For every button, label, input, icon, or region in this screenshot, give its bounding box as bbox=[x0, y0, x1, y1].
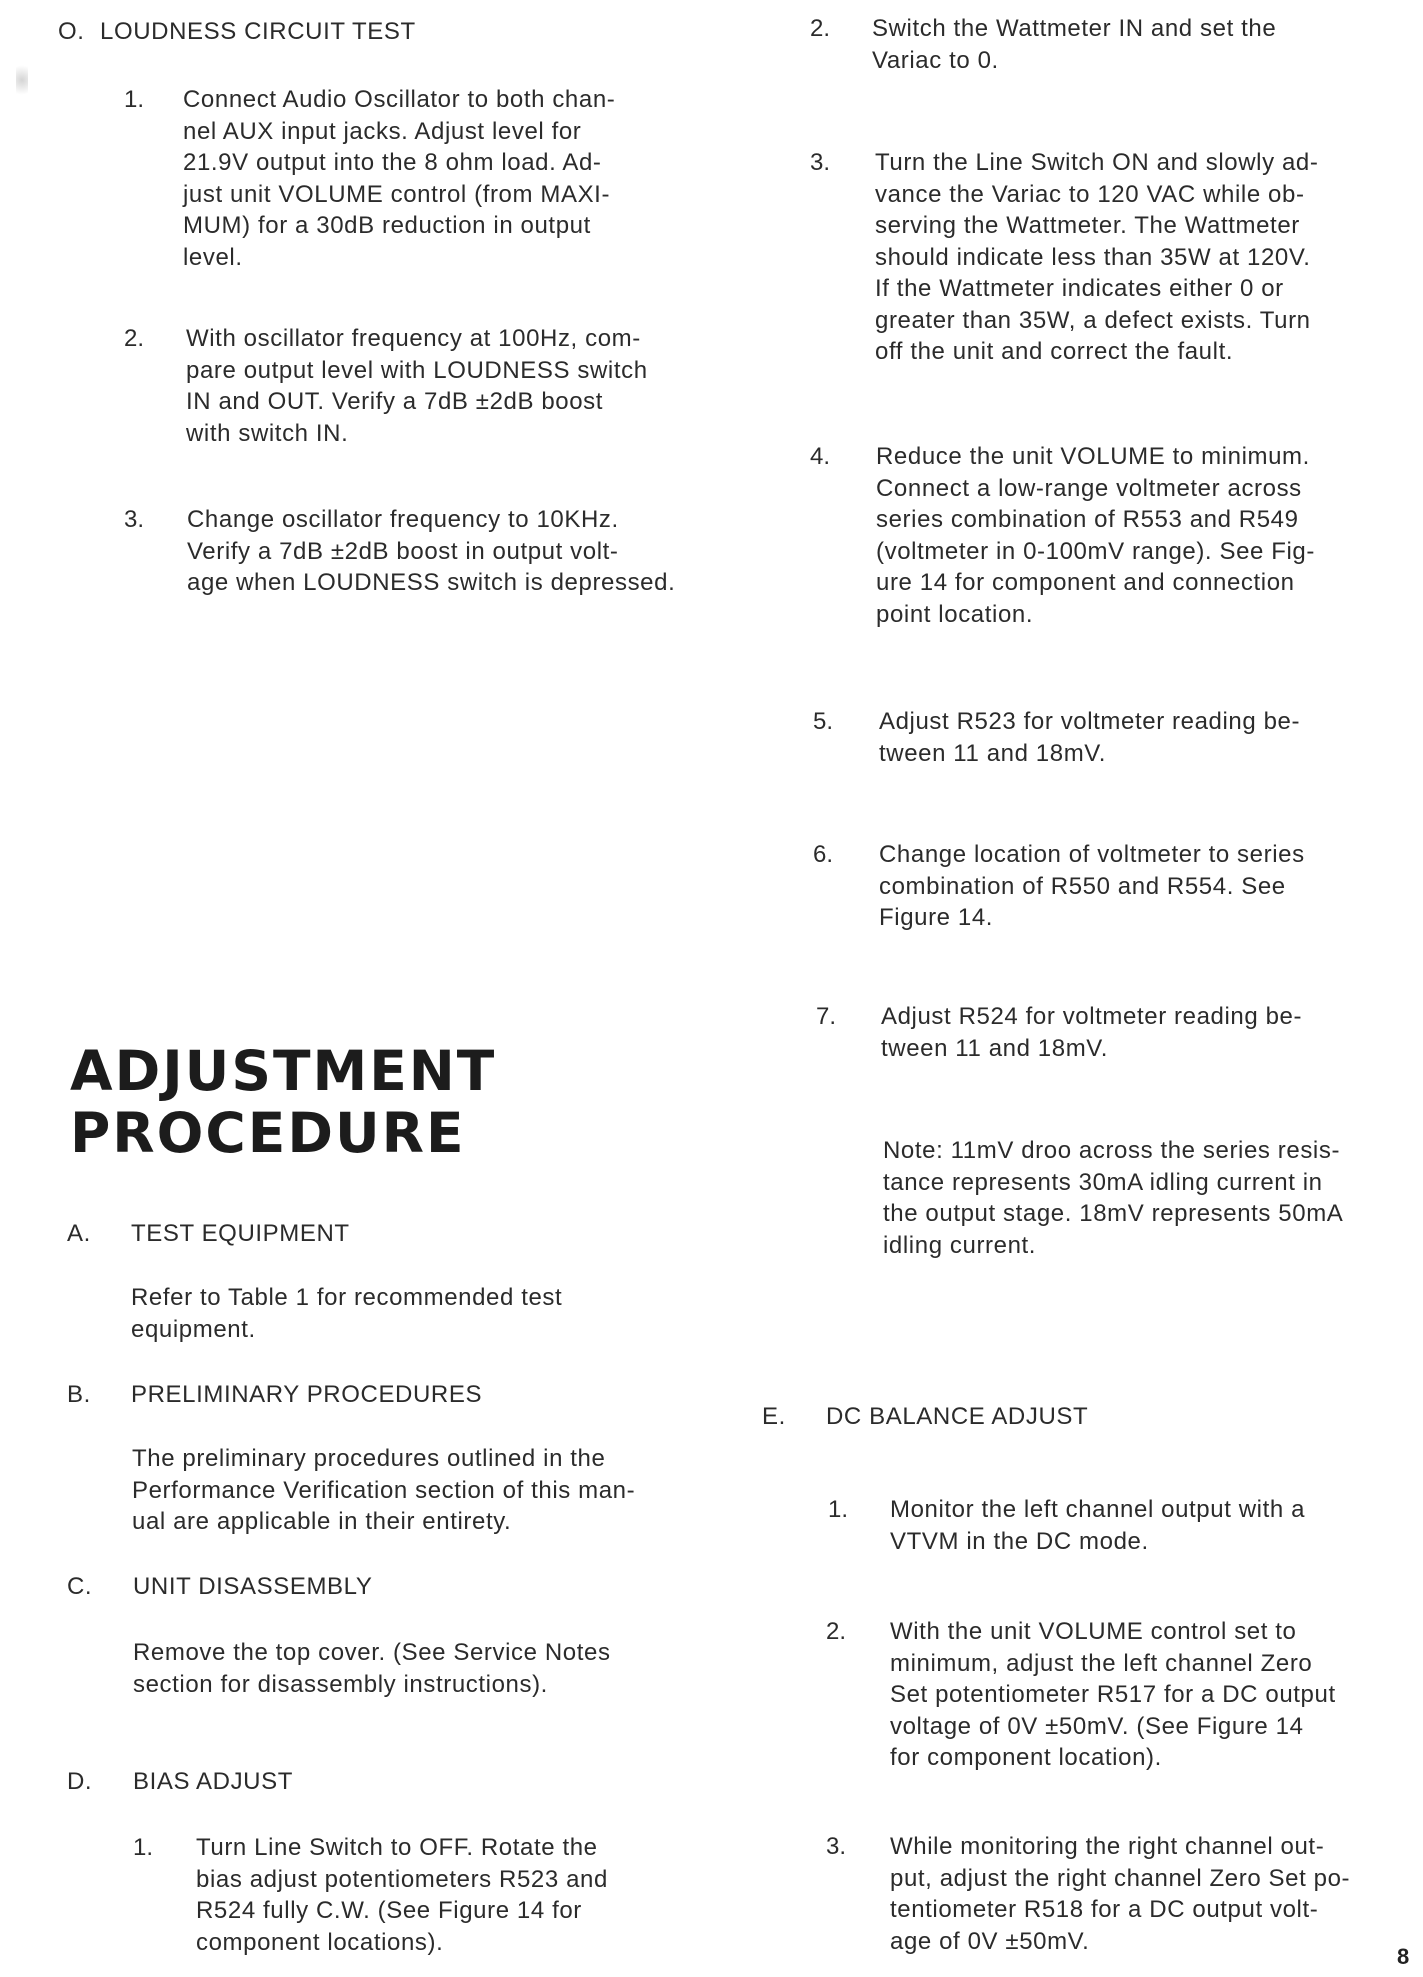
text-line: R524 fully C.W. (See Figure 14 for bbox=[196, 1897, 582, 1924]
text-line: minimum, adjust the left channel Zero bbox=[890, 1649, 1313, 1677]
text-line: tween 11 and 18mV. bbox=[879, 739, 1106, 767]
section-a-letter: A. bbox=[67, 1220, 91, 1247]
section-a-body bbox=[131, 1282, 711, 1345]
section-b-letter: B. bbox=[67, 1381, 91, 1408]
item-number: 7. bbox=[816, 1003, 837, 1030]
text-line: section for disassembly instructions). bbox=[133, 1670, 548, 1698]
section-c-body bbox=[133, 1637, 713, 1700]
text-line: Remove the top cover. (See Service Notes bbox=[133, 1639, 611, 1666]
item-number: 1. bbox=[133, 1834, 154, 1861]
section-e-letter: E. bbox=[762, 1403, 786, 1430]
list-item bbox=[881, 1001, 1391, 1064]
text-line: greater than 35W, a defect exists. Turn bbox=[875, 306, 1311, 334]
list-item bbox=[879, 839, 1389, 934]
text-line: With the unit VOLUME control set to bbox=[890, 1618, 1297, 1645]
text-line: Connect Audio Oscillator to both chan- bbox=[183, 86, 616, 113]
list-item bbox=[890, 1616, 1402, 1774]
section-o-title: LOUDNESS CIRCUIT TEST bbox=[100, 18, 416, 45]
note-paragraph bbox=[883, 1135, 1393, 1261]
text-line: VTVM in the DC mode. bbox=[890, 1527, 1149, 1555]
text-line: The preliminary procedures outlined in the bbox=[132, 1445, 606, 1472]
section-c-letter: C. bbox=[67, 1573, 93, 1600]
text-line: should indicate less than 35W at 120V. bbox=[875, 243, 1311, 271]
text-line: equipment. bbox=[131, 1315, 256, 1343]
text-line: Refer to Table 1 for recommended test bbox=[131, 1284, 563, 1311]
text-line: MUM) for a 30dB reduction in output bbox=[183, 212, 591, 239]
section-b-body bbox=[132, 1443, 712, 1538]
text-line: vance the Variac to 120 VAC while ob- bbox=[875, 180, 1305, 208]
text-line: Connect a low-range voltmeter across bbox=[876, 474, 1302, 502]
text-line: tance represents 30mA idling current in bbox=[883, 1168, 1323, 1196]
text-line: Change oscillator frequency to 10KHz. bbox=[187, 506, 619, 533]
text-line: If the Wattmeter indicates either 0 or bbox=[875, 275, 1284, 302]
text-line: While monitoring the right channel out- bbox=[890, 1833, 1325, 1860]
text-line: for component location). bbox=[890, 1744, 1162, 1771]
text-line: 21.9V output into the 8 ohm load. Ad- bbox=[183, 149, 602, 176]
list-item bbox=[183, 84, 700, 273]
list-item bbox=[186, 323, 703, 449]
item-number: 3. bbox=[826, 1833, 847, 1860]
text-line: component locations). bbox=[196, 1928, 444, 1956]
item-number: 3. bbox=[810, 149, 831, 176]
page-number: 8 bbox=[1397, 1944, 1410, 1969]
section-d-letter: D. bbox=[67, 1768, 93, 1795]
text-line: the output stage. 18mV represents 50mA bbox=[883, 1200, 1344, 1227]
text-line: idling current. bbox=[883, 1231, 1037, 1259]
item-number: 1. bbox=[124, 86, 145, 113]
text-line: nel AUX input jacks. Adjust level for bbox=[183, 117, 582, 145]
section-a-title: TEST EQUIPMENT bbox=[131, 1220, 350, 1247]
text-line: put, adjust the right channel Zero Set po- bbox=[890, 1864, 1351, 1892]
item-number: 2. bbox=[124, 325, 145, 352]
section-e-title: DC BALANCE ADJUST bbox=[826, 1403, 1089, 1430]
list-item bbox=[879, 706, 1389, 769]
text-line: IN and OUT. Verify a 7dB ±2dB boost bbox=[186, 388, 604, 415]
text-line: Turn the Line Switch ON and slowly ad- bbox=[875, 149, 1319, 176]
text-line: pare output level with LOUDNESS switch bbox=[186, 356, 648, 384]
list-item bbox=[187, 504, 704, 599]
text-line: tween 11 and 18mV. bbox=[881, 1034, 1108, 1062]
list-item bbox=[872, 13, 1382, 76]
text-line: combination of R550 and R554. See bbox=[879, 872, 1286, 900]
heading-line: PROCEDURE bbox=[70, 1101, 466, 1165]
text-line: point location. bbox=[876, 600, 1034, 628]
list-item bbox=[890, 1831, 1400, 1957]
list-item bbox=[875, 147, 1385, 368]
text-line: bias adjust potentiometers R523 and bbox=[196, 1865, 608, 1893]
text-line: age when LOUDNESS switch is depressed. bbox=[187, 569, 676, 596]
text-line: Adjust R524 for voltmeter reading be- bbox=[881, 1003, 1303, 1030]
text-line: Figure 14. bbox=[879, 904, 994, 931]
text-line: tentiometer R518 for a DC output volt- bbox=[890, 1896, 1319, 1923]
item-number: 3. bbox=[124, 506, 145, 533]
text-line: Note: 11mV droo across the series resis- bbox=[883, 1137, 1341, 1164]
text-line: Reduce the unit VOLUME to minimum. bbox=[876, 443, 1310, 470]
text-line: Change location of voltmeter to series bbox=[879, 841, 1305, 868]
list-item bbox=[890, 1494, 1400, 1557]
text-line: with switch IN. bbox=[186, 419, 349, 447]
item-number: 2. bbox=[810, 15, 831, 42]
item-number: 1. bbox=[828, 1496, 849, 1523]
text-line: series combination of R553 and R549 bbox=[876, 506, 1299, 533]
text-line: just unit VOLUME control (from MAXI- bbox=[183, 180, 611, 208]
text-line: (voltmeter in 0-100mV range). See Fig- bbox=[876, 537, 1315, 565]
text-line: age of 0V ±50mV. bbox=[890, 1927, 1090, 1955]
text-line: Variac to 0. bbox=[872, 46, 999, 74]
item-number: 2. bbox=[826, 1618, 847, 1645]
section-c-title: UNIT DISASSEMBLY bbox=[133, 1573, 373, 1600]
text-line: Verify a 7dB ±2dB boost in output volt- bbox=[187, 537, 619, 565]
heading-line: ADJUSTMENT bbox=[70, 1039, 497, 1103]
text-line: ure 14 for component and connection bbox=[876, 569, 1295, 596]
item-number: 4. bbox=[810, 443, 831, 470]
text-line: Adjust R523 for voltmeter reading be- bbox=[879, 708, 1301, 735]
section-b-title: PRELIMINARY PROCEDURES bbox=[131, 1381, 483, 1408]
text-line: off the unit and correct the fault. bbox=[875, 338, 1234, 365]
text-line: ual are applicable in their entirety. bbox=[132, 1508, 512, 1535]
text-line: level. bbox=[183, 243, 243, 271]
text-line: Performance Verification section of this man- bbox=[132, 1476, 636, 1504]
item-number: 6. bbox=[813, 841, 834, 868]
section-o-letter: O. bbox=[58, 18, 85, 45]
text-line: Switch the Wattmeter IN and set the bbox=[872, 15, 1277, 42]
scan-speck bbox=[16, 60, 28, 100]
text-line: Turn Line Switch to OFF. Rotate the bbox=[196, 1834, 598, 1861]
list-item bbox=[196, 1832, 713, 1958]
item-number: 5. bbox=[813, 708, 834, 735]
section-d-title: BIAS ADJUST bbox=[133, 1768, 293, 1795]
text-line: With oscillator frequency at 100Hz, com- bbox=[186, 325, 641, 352]
text-line: Set potentiometer R517 for a DC output bbox=[890, 1681, 1336, 1708]
text-line: serving the Wattmeter. The Wattmeter bbox=[875, 212, 1300, 239]
list-item bbox=[876, 441, 1386, 630]
text-line: Monitor the left channel output with a bbox=[890, 1496, 1306, 1523]
text-line: voltage of 0V ±50mV. (See Figure 14 bbox=[890, 1712, 1304, 1740]
page-heading bbox=[70, 1040, 496, 1164]
